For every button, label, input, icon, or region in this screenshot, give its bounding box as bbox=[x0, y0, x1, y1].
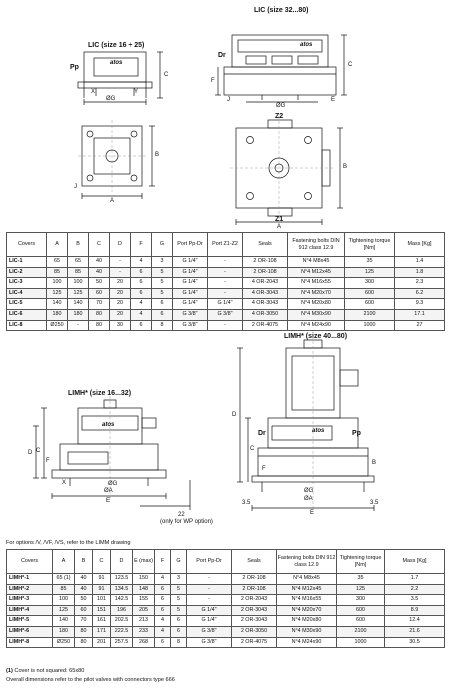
table-cell: 65 bbox=[47, 257, 68, 268]
limh-large-d-label: D bbox=[232, 412, 237, 418]
limh-small-x-label: X bbox=[62, 480, 67, 486]
table-cell: G 1/4" bbox=[173, 288, 208, 299]
limh-small-e-label: E bbox=[106, 498, 111, 504]
table-cell: 140 bbox=[68, 299, 89, 310]
table-cell: 300 bbox=[337, 595, 385, 606]
table-cell: LIMH*-8 bbox=[7, 637, 53, 648]
table-cell: 9.3 bbox=[395, 299, 445, 310]
table-cell: LIMH*-2 bbox=[7, 584, 53, 595]
table-cell: 134.5 bbox=[111, 584, 133, 595]
table-cell: G 3/8" bbox=[187, 626, 232, 637]
table-cell: 1000 bbox=[337, 637, 385, 648]
limh-col-b: B bbox=[75, 550, 93, 574]
table-cell: 101 bbox=[93, 595, 111, 606]
table-cell: 6.2 bbox=[395, 288, 445, 299]
table-cell: LIC-2 bbox=[7, 267, 47, 278]
table-cell: 2.2 bbox=[385, 584, 445, 595]
table-cell: LIMH*-5 bbox=[7, 616, 53, 627]
table-cell: 142.5 bbox=[111, 595, 133, 606]
large-e-label: E bbox=[331, 97, 336, 103]
limh-large-g-label: ØG bbox=[304, 488, 314, 494]
table-cell: 6 bbox=[152, 309, 173, 320]
table-cell: LIC-6 bbox=[7, 309, 47, 320]
table-cell: LIC-5 bbox=[7, 299, 47, 310]
small-g-label: ØG bbox=[106, 96, 116, 102]
table-row bbox=[7, 626, 445, 637]
table-cell: G 1/4" bbox=[173, 299, 208, 310]
table-cell: 180 bbox=[53, 626, 75, 637]
table-cell: 1000 bbox=[345, 320, 395, 331]
table-cell: 600 bbox=[337, 605, 385, 616]
table-cell: G 1/4" bbox=[173, 267, 208, 278]
limh-large-a-label: ØA bbox=[304, 496, 313, 502]
table-cell: 2 OR-3043 bbox=[232, 605, 277, 616]
table-cell: 2 OR-4075 bbox=[243, 320, 288, 331]
table-cell: 600 bbox=[337, 616, 385, 627]
limh-large-logo: atos bbox=[312, 428, 325, 434]
footnote-1-text: Cover is not squared: 65x80 bbox=[12, 668, 85, 674]
table-cell: 180 bbox=[68, 309, 89, 320]
table-cell: LIMH*-6 bbox=[7, 626, 53, 637]
table-cell: N°4 M16x55 bbox=[288, 278, 345, 289]
limh-col-c: C bbox=[93, 550, 111, 574]
table-cell: 80 bbox=[75, 637, 93, 648]
limh-col-port-pp-dr: Port Pp-Dr bbox=[187, 550, 232, 574]
table-cell: - bbox=[208, 257, 243, 268]
table-cell: 8 bbox=[152, 320, 173, 331]
table-cell: 6 bbox=[155, 584, 171, 595]
table-cell: 4 bbox=[155, 574, 171, 585]
limh-col-d: D bbox=[111, 550, 133, 574]
table-cell: 2 OR-108 bbox=[243, 257, 288, 268]
table-cell: N°4 M20x80 bbox=[277, 616, 337, 627]
table-cell: 40 bbox=[89, 257, 110, 268]
limh-col-e: E (max) bbox=[133, 550, 155, 574]
table-cell: G 1/4" bbox=[173, 278, 208, 289]
table-cell: 6 bbox=[131, 278, 152, 289]
small-y-label: Y bbox=[134, 89, 139, 95]
table-cell: N°4 M20x70 bbox=[277, 605, 337, 616]
table-cell: 4 bbox=[131, 309, 152, 320]
table-row bbox=[7, 288, 445, 299]
table-row bbox=[7, 574, 445, 585]
z2-label: Z2 bbox=[275, 113, 284, 120]
table-cell: 70 bbox=[89, 299, 110, 310]
limh-large-f-label: F bbox=[262, 466, 266, 472]
table-cell: 60 bbox=[89, 288, 110, 299]
limh-small-c-label: C bbox=[36, 448, 41, 454]
table-cell: 125 bbox=[337, 584, 385, 595]
table-cell: 2 OR-4075 bbox=[232, 637, 277, 648]
table-cell: 1.4 bbox=[395, 257, 445, 268]
table-cell: N°4 M12x45 bbox=[288, 267, 345, 278]
limh-large-c-label: C bbox=[250, 446, 255, 452]
limh-technical-drawing bbox=[0, 330, 450, 535]
small-logo: atos bbox=[110, 60, 123, 66]
table-cell: 600 bbox=[345, 299, 395, 310]
limh-main-title: LIMH* (size 40...80) bbox=[284, 333, 348, 340]
limh-col-bolts: Fastening bolts DIN 912 class 12.9 bbox=[277, 550, 337, 574]
table-cell: 2.3 bbox=[395, 278, 445, 289]
table-cell: 6 bbox=[155, 605, 171, 616]
lic-drawing-area bbox=[0, 0, 450, 232]
table-row bbox=[7, 637, 445, 648]
lic-col-port-z1-z2: Port Z1-Z2 bbox=[208, 233, 243, 257]
small-j-label: J bbox=[74, 184, 77, 190]
table-cell: 2 OR-108 bbox=[232, 584, 277, 595]
table-cell: 1.7 bbox=[385, 574, 445, 585]
table-row bbox=[7, 605, 445, 616]
table-cell: 12.4 bbox=[385, 616, 445, 627]
table-cell: 30 bbox=[110, 320, 131, 331]
table-cell: 300 bbox=[345, 278, 395, 289]
table-cell: - bbox=[68, 320, 89, 331]
table-cell: 20 bbox=[110, 278, 131, 289]
large-j-label: J bbox=[227, 97, 230, 103]
table-cell: 140 bbox=[47, 299, 68, 310]
table-cell: N°4 M20x70 bbox=[288, 288, 345, 299]
limh-options-note: For options /V, /VF, /VS, refer to the LIMM drawing bbox=[6, 540, 131, 546]
table-cell: 6 bbox=[152, 299, 173, 310]
small-b-label: B bbox=[155, 152, 160, 158]
small-c-label: C bbox=[164, 72, 169, 78]
footnote-1-mark: (1) bbox=[6, 668, 13, 674]
limh-small-g-label: ØG bbox=[108, 481, 118, 487]
table-cell: 5 bbox=[152, 278, 173, 289]
table-cell: 140 bbox=[53, 616, 75, 627]
table-cell: 50 bbox=[75, 595, 93, 606]
table-cell: 180 bbox=[47, 309, 68, 320]
large-f-label: F bbox=[211, 78, 215, 84]
table-row bbox=[7, 267, 445, 278]
limh-small-d-label: D bbox=[28, 450, 33, 456]
table-cell: G 3/8" bbox=[173, 320, 208, 331]
table-cell: 60 bbox=[75, 605, 93, 616]
table-cell: 4 bbox=[155, 626, 171, 637]
lic-technical-drawing bbox=[0, 0, 450, 232]
lic-main-title: LIC (size 32...80) bbox=[254, 7, 309, 14]
table-cell: 8.9 bbox=[385, 605, 445, 616]
table-cell: G 3/8" bbox=[173, 309, 208, 320]
table-cell: 196 bbox=[111, 605, 133, 616]
table-cell: 5 bbox=[152, 288, 173, 299]
table-cell: 100 bbox=[47, 278, 68, 289]
table-cell: 2 OR-3050 bbox=[232, 626, 277, 637]
table-cell: LIC-3 bbox=[7, 278, 47, 289]
table-cell: 4 OR-3050 bbox=[243, 309, 288, 320]
footnote-2: Overall dimensions refer to the pilot valves with connectors type 666 bbox=[6, 677, 175, 683]
table-cell: 4 OR-3043 bbox=[243, 288, 288, 299]
table-row bbox=[7, 299, 445, 310]
table-cell: 2 OR-108 bbox=[232, 574, 277, 585]
table-cell: - bbox=[187, 584, 232, 595]
limh-col-a: A bbox=[53, 550, 75, 574]
table-cell: 17.1 bbox=[395, 309, 445, 320]
table-cell: - bbox=[208, 278, 243, 289]
table-cell: 40 bbox=[89, 267, 110, 278]
table-cell: 161 bbox=[93, 616, 111, 627]
table-cell: 150 bbox=[133, 574, 155, 585]
table-cell: 4 bbox=[155, 616, 171, 627]
limh-dim-22: 22 bbox=[178, 512, 185, 518]
table-cell: 148 bbox=[133, 584, 155, 595]
table-cell: 85 bbox=[47, 267, 68, 278]
lic-col-f: F bbox=[131, 233, 152, 257]
limh-small-a-label: ØA bbox=[104, 488, 113, 494]
table-cell: 6 bbox=[131, 267, 152, 278]
table-cell: 2100 bbox=[337, 626, 385, 637]
table-cell: Ø250 bbox=[47, 320, 68, 331]
table-cell: 21.6 bbox=[385, 626, 445, 637]
table-cell: 2 OR-108 bbox=[243, 267, 288, 278]
table-cell: N°4 M12x45 bbox=[277, 584, 337, 595]
footnote-1 bbox=[6, 668, 84, 674]
table-cell: N°4 M8x45 bbox=[288, 257, 345, 268]
table-cell: 35 bbox=[337, 574, 385, 585]
table-cell: 268 bbox=[133, 637, 155, 648]
small-x-label: X bbox=[91, 89, 96, 95]
limh-drawing-area bbox=[0, 330, 450, 535]
table-cell: LIC-4 bbox=[7, 288, 47, 299]
limh-table-header bbox=[7, 550, 445, 574]
table-cell: 20 bbox=[110, 309, 131, 320]
table-cell: 30.5 bbox=[385, 637, 445, 648]
table-cell: 171 bbox=[93, 626, 111, 637]
table-cell: - bbox=[208, 320, 243, 331]
small-a-label: A bbox=[110, 198, 115, 204]
table-row bbox=[7, 309, 445, 320]
table-cell: 20 bbox=[110, 299, 131, 310]
table-cell: 151 bbox=[93, 605, 111, 616]
table-cell: 91 bbox=[93, 584, 111, 595]
limh-large-d35-left: 3.5 bbox=[242, 500, 251, 506]
table-cell: - bbox=[110, 257, 131, 268]
lic-table-header bbox=[7, 233, 445, 257]
table-row bbox=[7, 616, 445, 627]
table-row bbox=[7, 595, 445, 606]
table-cell: G 1/4" bbox=[187, 605, 232, 616]
limh-small-logo: atos bbox=[102, 422, 115, 428]
table-cell: 222.5 bbox=[111, 626, 133, 637]
table-cell: 205 bbox=[133, 605, 155, 616]
lic-spec-table bbox=[6, 232, 445, 331]
table-cell: G 3/8" bbox=[187, 637, 232, 648]
table-cell: 123.5 bbox=[111, 574, 133, 585]
limh-only-wp-note: (only for WP option) bbox=[160, 519, 213, 525]
large-c-label: C bbox=[348, 62, 353, 68]
table-cell: 91 bbox=[93, 574, 111, 585]
table-row bbox=[7, 278, 445, 289]
lic-col-b: B bbox=[68, 233, 89, 257]
table-cell: 2100 bbox=[345, 309, 395, 320]
table-cell: - bbox=[187, 595, 232, 606]
table-cell: LIC-1 bbox=[7, 257, 47, 268]
table-cell: 4 OR-2043 bbox=[243, 278, 288, 289]
table-cell: 65 (1) bbox=[53, 574, 75, 585]
lic-col-a: A bbox=[47, 233, 68, 257]
lic-col-d: D bbox=[110, 233, 131, 257]
table-cell: 1.8 bbox=[395, 267, 445, 278]
limh-spec-table bbox=[6, 549, 445, 648]
z1-label: Z1 bbox=[275, 216, 284, 223]
large-a-label: A bbox=[277, 224, 282, 230]
table-cell: 4 OR-3043 bbox=[243, 299, 288, 310]
table-cell: N°4 M20x80 bbox=[288, 299, 345, 310]
lic-col-g: G bbox=[152, 233, 173, 257]
table-cell: 20 bbox=[110, 288, 131, 299]
table-cell: N°4 M24x90 bbox=[277, 637, 337, 648]
table-cell: 2 OR-3043 bbox=[232, 616, 277, 627]
large-logo: atos bbox=[300, 42, 313, 48]
table-cell: 600 bbox=[345, 288, 395, 299]
table-cell: 5 bbox=[171, 605, 187, 616]
table-cell: G 1/4" bbox=[173, 257, 208, 268]
table-cell: N°4 M24x90 bbox=[288, 320, 345, 331]
table-cell: G 3/8" bbox=[208, 309, 243, 320]
lic-col-torque: Tightening torque [Nm] bbox=[345, 233, 395, 257]
table-cell: - bbox=[208, 288, 243, 299]
limh-small-f-label: F bbox=[46, 458, 50, 464]
lic-col-c: C bbox=[89, 233, 110, 257]
table-cell: LIC-8 bbox=[7, 320, 47, 331]
table-cell: 6 bbox=[171, 616, 187, 627]
small-cover-body bbox=[84, 52, 146, 82]
table-cell: 3.5 bbox=[385, 595, 445, 606]
table-cell: 85 bbox=[68, 267, 89, 278]
table-cell: 201 bbox=[93, 637, 111, 648]
table-cell: 6 bbox=[155, 637, 171, 648]
table-cell: N°4 M30x90 bbox=[277, 626, 337, 637]
limh-large-pp-label: Pp bbox=[352, 430, 361, 437]
table-cell: 6 bbox=[131, 288, 152, 299]
lic-col-bolts: Fastening bolts DIN 912 class 12.9 bbox=[288, 233, 345, 257]
table-cell: LIMH*-4 bbox=[7, 605, 53, 616]
table-cell: 3 bbox=[152, 257, 173, 268]
limh-large-e-label: E bbox=[310, 510, 315, 516]
small-pp-label: Pp bbox=[70, 64, 79, 71]
table-cell: 27 bbox=[395, 320, 445, 331]
large-dr-label: Dr bbox=[218, 52, 226, 59]
table-cell: 6 bbox=[131, 320, 152, 331]
table-cell: 233 bbox=[133, 626, 155, 637]
lic-col-covers: Covers bbox=[7, 233, 47, 257]
table-cell: 257.5 bbox=[111, 637, 133, 648]
table-cell: 8 bbox=[171, 637, 187, 648]
table-cell: 5 bbox=[152, 267, 173, 278]
table-cell: 125 bbox=[68, 288, 89, 299]
large-b-label: B bbox=[343, 164, 348, 170]
table-cell: 125 bbox=[53, 605, 75, 616]
table-cell: - bbox=[208, 267, 243, 278]
table-row bbox=[7, 584, 445, 595]
table-cell: 155 bbox=[133, 595, 155, 606]
table-cell: 2 OR-2043 bbox=[232, 595, 277, 606]
lic-col-seals: Seals bbox=[243, 233, 288, 257]
lic-col-port-pp-dr: Port Pp-Dr bbox=[173, 233, 208, 257]
table-cell: 4 bbox=[131, 299, 152, 310]
large-g-label: ØG bbox=[276, 103, 286, 109]
table-cell: LIMH*-1 bbox=[7, 574, 53, 585]
limh-col-covers: Covers bbox=[7, 550, 53, 574]
limh-small-title: LIMH* (size 16...32) bbox=[68, 390, 132, 397]
table-cell: 213 bbox=[133, 616, 155, 627]
limh-large-dr-label: Dr bbox=[258, 430, 266, 437]
table-cell: 100 bbox=[68, 278, 89, 289]
limh-col-seals: Seals bbox=[232, 550, 277, 574]
table-cell: G 1/4" bbox=[208, 299, 243, 310]
limh-col-f: F bbox=[155, 550, 171, 574]
table-cell: 35 bbox=[345, 257, 395, 268]
table-cell: Ø250 bbox=[53, 637, 75, 648]
limh-col-torque: Tightening torque [Nm] bbox=[337, 550, 385, 574]
table-cell: 85 bbox=[53, 584, 75, 595]
table-cell: 70 bbox=[75, 616, 93, 627]
limh-large-b-label: B bbox=[372, 460, 377, 466]
table-cell: 100 bbox=[53, 595, 75, 606]
table-cell: 125 bbox=[47, 288, 68, 299]
lic-col-mass: Mass [Kg] bbox=[395, 233, 445, 257]
limh-col-g: G bbox=[171, 550, 187, 574]
table-cell: 5 bbox=[171, 584, 187, 595]
table-cell: 125 bbox=[345, 267, 395, 278]
table-row bbox=[7, 257, 445, 268]
lic-small-title: LIC (size 16 ÷ 25) bbox=[88, 42, 145, 49]
limh-large-d35-right: 3.5 bbox=[370, 500, 379, 506]
table-cell: - bbox=[110, 267, 131, 278]
table-cell: 80 bbox=[75, 626, 93, 637]
table-cell: 3 bbox=[171, 574, 187, 585]
table-cell: 6 bbox=[171, 626, 187, 637]
table-cell: 4 bbox=[131, 257, 152, 268]
table-cell: 80 bbox=[89, 309, 110, 320]
table-cell: 5 bbox=[171, 595, 187, 606]
table-cell: 65 bbox=[68, 257, 89, 268]
table-cell: - bbox=[187, 574, 232, 585]
table-cell: 40 bbox=[75, 584, 93, 595]
table-cell: 40 bbox=[75, 574, 93, 585]
table-cell: 6 bbox=[155, 595, 171, 606]
table-cell: N°4 M16x55 bbox=[277, 595, 337, 606]
table-cell: LIMH*-3 bbox=[7, 595, 53, 606]
table-cell: 50 bbox=[89, 278, 110, 289]
table-cell: 202.5 bbox=[111, 616, 133, 627]
table-cell: 80 bbox=[89, 320, 110, 331]
table-cell: G 1/4" bbox=[187, 616, 232, 627]
table-cell: N°4 M30x90 bbox=[288, 309, 345, 320]
limh-col-mass: Mass [Kg] bbox=[385, 550, 445, 574]
table-cell: N°4 M8x45 bbox=[277, 574, 337, 585]
